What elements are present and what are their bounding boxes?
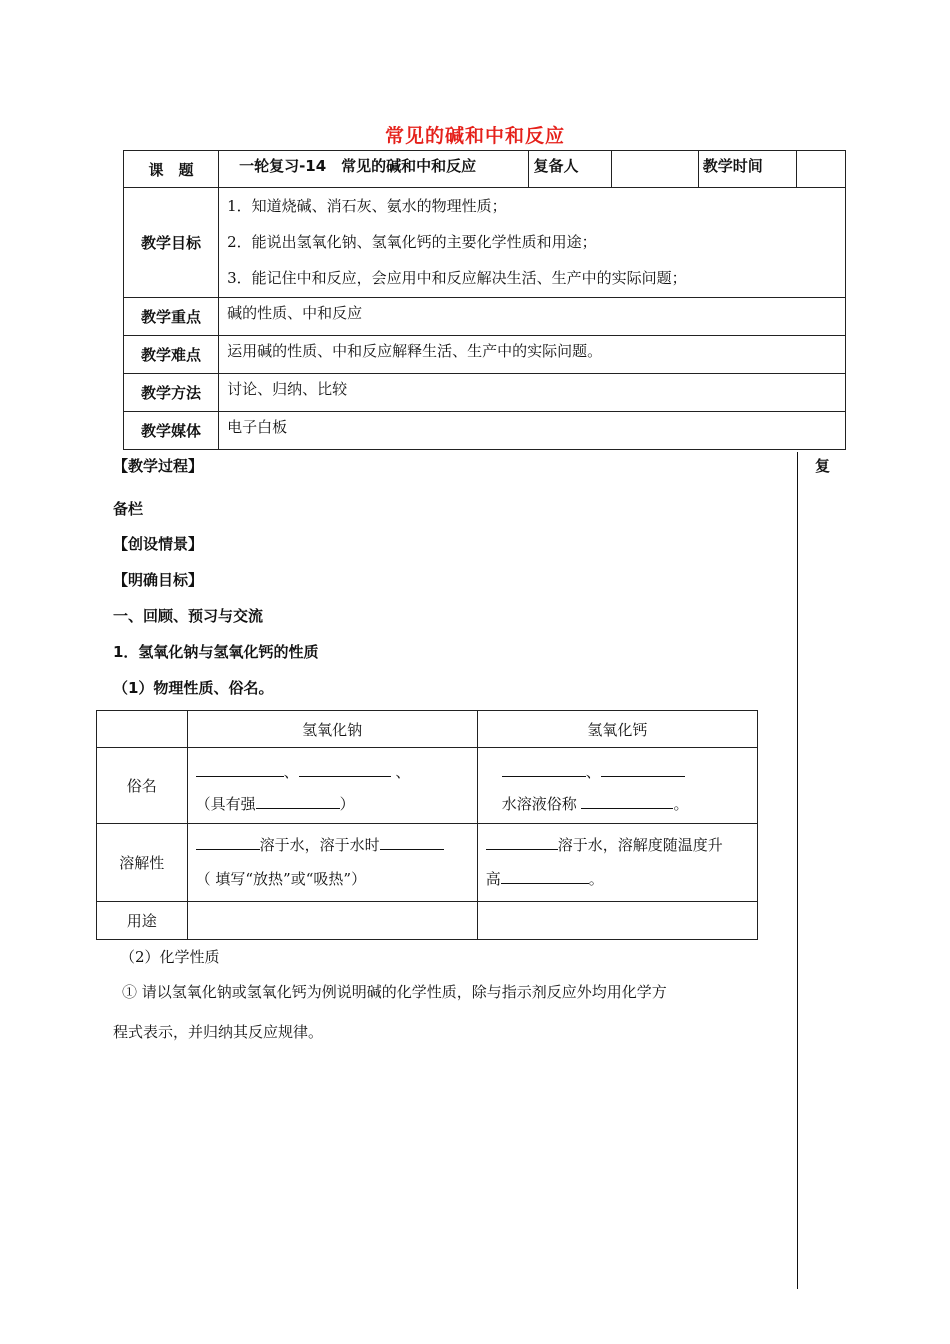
- note-text: ）: [339, 795, 355, 813]
- goals-cell: [219, 188, 846, 298]
- preparer-label: 复备人: [529, 151, 611, 188]
- method-label: 教学方法: [124, 374, 219, 412]
- sub-heading: （1）物理性质、俗名。: [113, 679, 274, 697]
- preparer-value: [611, 151, 698, 188]
- goal-item: 2．能说出氢氧化钠、氢氧化钙的主要化学性质和用途；: [227, 233, 597, 251]
- row-label-name: 俗名: [97, 748, 188, 824]
- naoh-solubility-cell: [187, 824, 477, 902]
- media-label: 教学媒体: [124, 412, 219, 450]
- side-label-continued: 备栏: [113, 500, 144, 518]
- chem-subheading: （2）化学性质: [120, 948, 220, 966]
- lesson-info-table: [123, 150, 846, 450]
- note-text: 水溶液俗称: [501, 795, 577, 813]
- difficulty-label: 教学难点: [124, 336, 219, 374]
- col-header-naoh: 氢氧化钠: [187, 711, 477, 748]
- topic-label: 课 题: [124, 151, 219, 188]
- corner-cell: [97, 711, 188, 748]
- item-heading: 1．氢氧化钠与氢氧化钙的性质: [113, 643, 319, 661]
- fill-blank: [501, 868, 589, 884]
- naoh-use-cell: [187, 902, 477, 940]
- side-label: 复: [815, 457, 831, 475]
- fill-blank: [196, 834, 260, 850]
- key-value: 碱的性质、中和反应: [219, 298, 846, 336]
- fill-blank: [380, 834, 444, 850]
- solubility-hint: （ 填写“放热”或“吸热”）: [195, 870, 367, 888]
- key-label: 教学重点: [124, 298, 219, 336]
- scenario-heading: 【创设情景】: [113, 535, 204, 553]
- process-heading: 【教学过程】: [113, 457, 204, 475]
- naoh-name-cell: [187, 748, 477, 824]
- chem-paragraph-line: 程式表示，并归纳其反应规律。: [113, 1023, 324, 1041]
- note-text: （具有强: [195, 795, 256, 813]
- solubility-text: 高: [485, 870, 501, 888]
- page-title: 常见的碱和中和反应: [384, 125, 565, 147]
- col-header-caoh: 氢氧化钙: [477, 711, 757, 748]
- fill-blank: [256, 793, 340, 809]
- goal-item: 3．能记住中和反应，会应用中和反应解决生活、生产中的实际问题；: [227, 269, 687, 287]
- row-label-use: 用途: [97, 902, 188, 940]
- fill-blank: [502, 761, 586, 777]
- caoh-solubility-cell: [477, 824, 757, 902]
- fill-blank: [299, 761, 391, 777]
- goals-label: 教学目标: [124, 188, 219, 298]
- note-text: 。: [673, 795, 689, 813]
- fill-blank: [581, 793, 673, 809]
- time-label: 教学时间: [698, 151, 796, 188]
- topic-value: 一轮复习-14 常见的碱和中和反应: [219, 151, 529, 188]
- properties-table: [96, 710, 758, 940]
- fill-blank: [196, 761, 284, 777]
- objectives-heading: 【明确目标】: [113, 571, 204, 589]
- fill-blank: [601, 761, 685, 777]
- separator: 、: [395, 763, 411, 781]
- solubility-text: 溶于水，溶解度随温度升: [557, 836, 723, 854]
- solubility-text: 溶于水，溶于水时: [259, 836, 380, 854]
- fill-blank: [486, 834, 558, 850]
- separator: 、: [283, 763, 299, 781]
- section-heading: 一、回顾、预习与交流: [113, 607, 264, 625]
- separator: 、: [585, 763, 601, 781]
- method-value: 讨论、归纳、比较: [219, 374, 846, 412]
- row-label-solubility: 溶解性: [97, 824, 188, 902]
- caoh-use-cell: [477, 902, 757, 940]
- goal-item: 1．知道烧碱、消石灰、氨水的物理性质；: [227, 197, 507, 215]
- difficulty-value: 运用碱的性质、中和反应解释生活、生产中的实际问题。: [219, 336, 846, 374]
- solubility-text: 。: [588, 870, 604, 888]
- media-value: 电子白板: [219, 412, 846, 450]
- margin-rule: [797, 452, 798, 1289]
- time-value: [797, 151, 846, 188]
- caoh-name-cell: [477, 748, 757, 824]
- chem-paragraph-line: ① 请以氢氧化钠或氢氧化钙为例说明碱的化学性质，除与指示剂反应外均用化学方: [122, 983, 667, 1001]
